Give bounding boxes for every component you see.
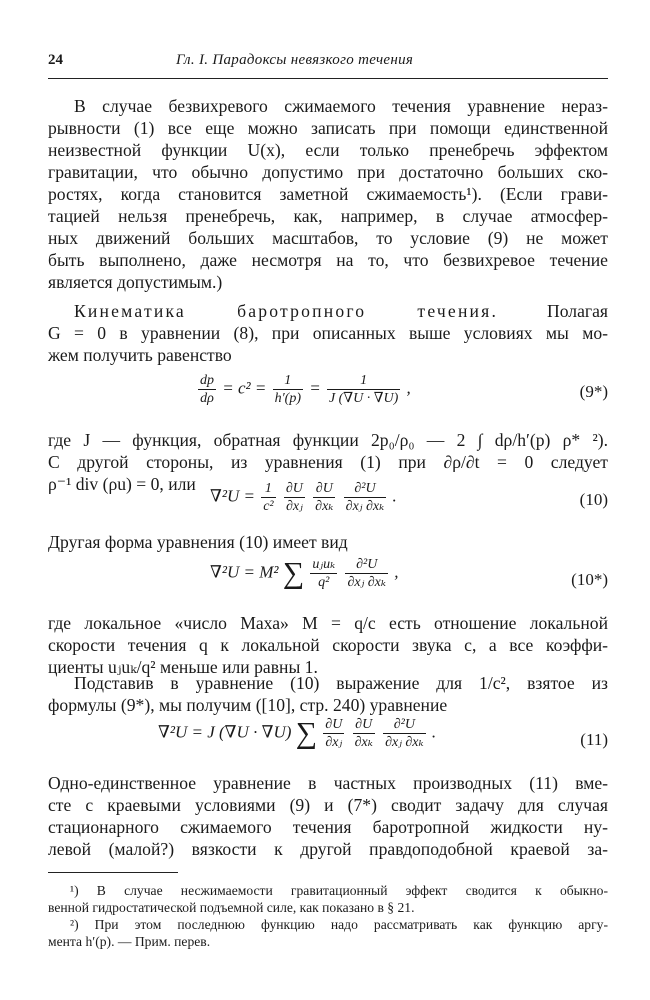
equation-11 — [48, 716, 608, 764]
text-line: G = 0 в уравнении (8), при описанных выше условиях мы мо- — [48, 323, 608, 343]
equation-text: . — [431, 722, 437, 742]
numerator: ∂U — [353, 716, 375, 734]
fraction — [284, 480, 305, 515]
denominator: dρ — [200, 391, 214, 406]
text-line: является допустимым.) — [48, 272, 223, 292]
text-line: В случае безвихревого сжимаемого течения уравнение нераз- — [74, 96, 608, 116]
equation-number: (10*) — [571, 570, 608, 589]
equation-body — [196, 372, 411, 407]
denominator: q² — [318, 575, 330, 590]
equation-text: = c² = — [222, 378, 267, 398]
denominator: ∂xⱼ — [285, 499, 303, 514]
sum-symbol: ∑ — [282, 556, 305, 590]
fraction — [345, 556, 388, 591]
equation-number: (11) — [580, 730, 608, 749]
numerator: 1 — [327, 372, 400, 390]
text-line: неизвестной функции U(x), если только пренебречь эффектом — [48, 140, 608, 160]
equation-body — [210, 556, 399, 591]
fraction — [327, 372, 400, 407]
numerator: 1 — [261, 480, 275, 498]
footnote-rule — [48, 872, 178, 873]
equation-text: ∇²U = J (∇U · ∇U) — [158, 722, 292, 742]
denominator: J (∇U · ∇U) — [328, 391, 399, 406]
numerator: ∂U — [313, 480, 335, 498]
page-header — [48, 52, 608, 79]
fraction — [198, 372, 216, 407]
text-line: гравитации, что обычно допустимо при достаточно больших ско- — [48, 162, 608, 182]
denominator: ∂xⱼ ∂xₖ — [347, 575, 387, 590]
equation-10 — [48, 480, 608, 524]
fraction — [344, 480, 387, 515]
equation-body — [210, 480, 397, 515]
fraction — [383, 716, 426, 751]
numerator: ∂U — [325, 717, 343, 732]
text-line: где локальное «число Маха» M = q/c есть отношение локальной — [48, 613, 608, 633]
denominator: ∂xⱼ — [325, 735, 343, 750]
denominator: h′(p) — [274, 391, 301, 406]
fraction — [313, 480, 335, 515]
text-line: рывности (1) все еще можно записать при помощи единственной — [48, 118, 608, 138]
text-line: жем получить равенство — [48, 345, 232, 365]
text-line: сте с краевыми условиями (9) и (7*) сводит задачу для случая — [48, 795, 608, 815]
text-line: Подставив в уравнение (10) выражение для 1/c², взятое из — [74, 673, 608, 693]
denominator: ∂xⱼ ∂xₖ — [385, 735, 424, 750]
denominator: c² — [263, 499, 274, 514]
text-line: тацией нельзя пренебречь, как, например, в случае атмосфер- — [48, 206, 608, 226]
equation-text: = — [309, 378, 321, 398]
numerator: uⱼuₖ — [312, 557, 336, 572]
equation-9star — [48, 372, 608, 416]
fraction — [323, 716, 344, 751]
numerator: dp — [200, 373, 214, 388]
equation-text: ∇²U = M² — [210, 562, 279, 582]
text-line: ных движений больших масштабов, то условие (9) не может — [48, 228, 608, 248]
equation-text: , — [406, 378, 411, 398]
text-fragment: Полагая — [547, 301, 608, 321]
section-heading: Кинематика баротропного течения. — [74, 301, 499, 321]
equation-number: (10) — [579, 490, 608, 509]
text-line: левой (малой?) вязкости к другой правдоподобной краевой за- — [48, 839, 608, 859]
text-line: С другой стороны, из уравнения (1) при ∂ρ/∂t = 0 следует — [48, 452, 608, 472]
numerator: ∂U — [285, 481, 303, 496]
section-heading-line — [48, 300, 608, 322]
fraction — [261, 480, 275, 515]
text-line: Другая форма уравнения (10) имеет вид — [48, 532, 348, 552]
text-line: где J — функция, обратная функции 2p₀/ρ₀ — 2 ∫ dρ/h′(p) ρ* ²). — [48, 430, 608, 450]
equation-text: , — [394, 562, 399, 582]
equation-body — [158, 716, 436, 751]
equation-number: (9*) — [579, 382, 608, 401]
equation-text: . — [392, 486, 397, 506]
fraction — [310, 556, 337, 591]
footnote-line: ¹) В случае несжимаемости гравитационный эффект сводится к обыкно- — [70, 883, 608, 898]
equation-10star — [48, 556, 608, 604]
text-line: формулы (9*), мы получим ([10], стр. 240) уравнение — [48, 695, 448, 715]
numerator: 1 — [273, 372, 303, 390]
equation-text: ∇²U = — [210, 486, 255, 506]
running-title: Гл. I. Парадоксы невязкого течения — [176, 52, 414, 68]
numerator: ∂²U — [383, 716, 426, 734]
text-line: быть выполнено, даже несмотря на то, что безвихревое течение — [48, 250, 608, 270]
text-line: Одно-единственное уравнение в частных производных (11) вме- — [48, 773, 608, 793]
text-line: стационарного сжимаемого течения баротропной жидкости ну- — [48, 817, 608, 837]
footnote-line: ²) При этом последнюю функцию надо рассматривать как функцию аргу- — [70, 917, 608, 932]
footnote-line: мента h′(p). — Прим. перев. — [48, 934, 211, 949]
text-line: ρ⁻¹ div (ρu) = 0, или — [48, 474, 196, 494]
text-line: ростях, когда становится заметной сжимаемость¹). (Если грави- — [48, 184, 608, 204]
text-line: циенты uⱼuₖ/q² меньше или равны 1. — [48, 657, 318, 677]
denominator: ∂xₖ — [315, 499, 334, 514]
fraction — [273, 372, 303, 407]
fraction — [353, 716, 375, 751]
denominator: ∂xⱼ ∂xₖ — [345, 499, 385, 514]
numerator: ∂²U — [345, 556, 388, 574]
text-line: скорости течения q к локальной скорости звука c, а все коэффи- — [48, 635, 608, 655]
page-number: 24 — [48, 52, 63, 68]
numerator: ∂²U — [344, 480, 387, 498]
denominator: ∂xₖ — [354, 735, 373, 750]
footnote-line: венной гидростатической подъемной силе, как показано в § 21. — [48, 900, 415, 915]
sum-symbol: ∑ — [295, 716, 318, 750]
